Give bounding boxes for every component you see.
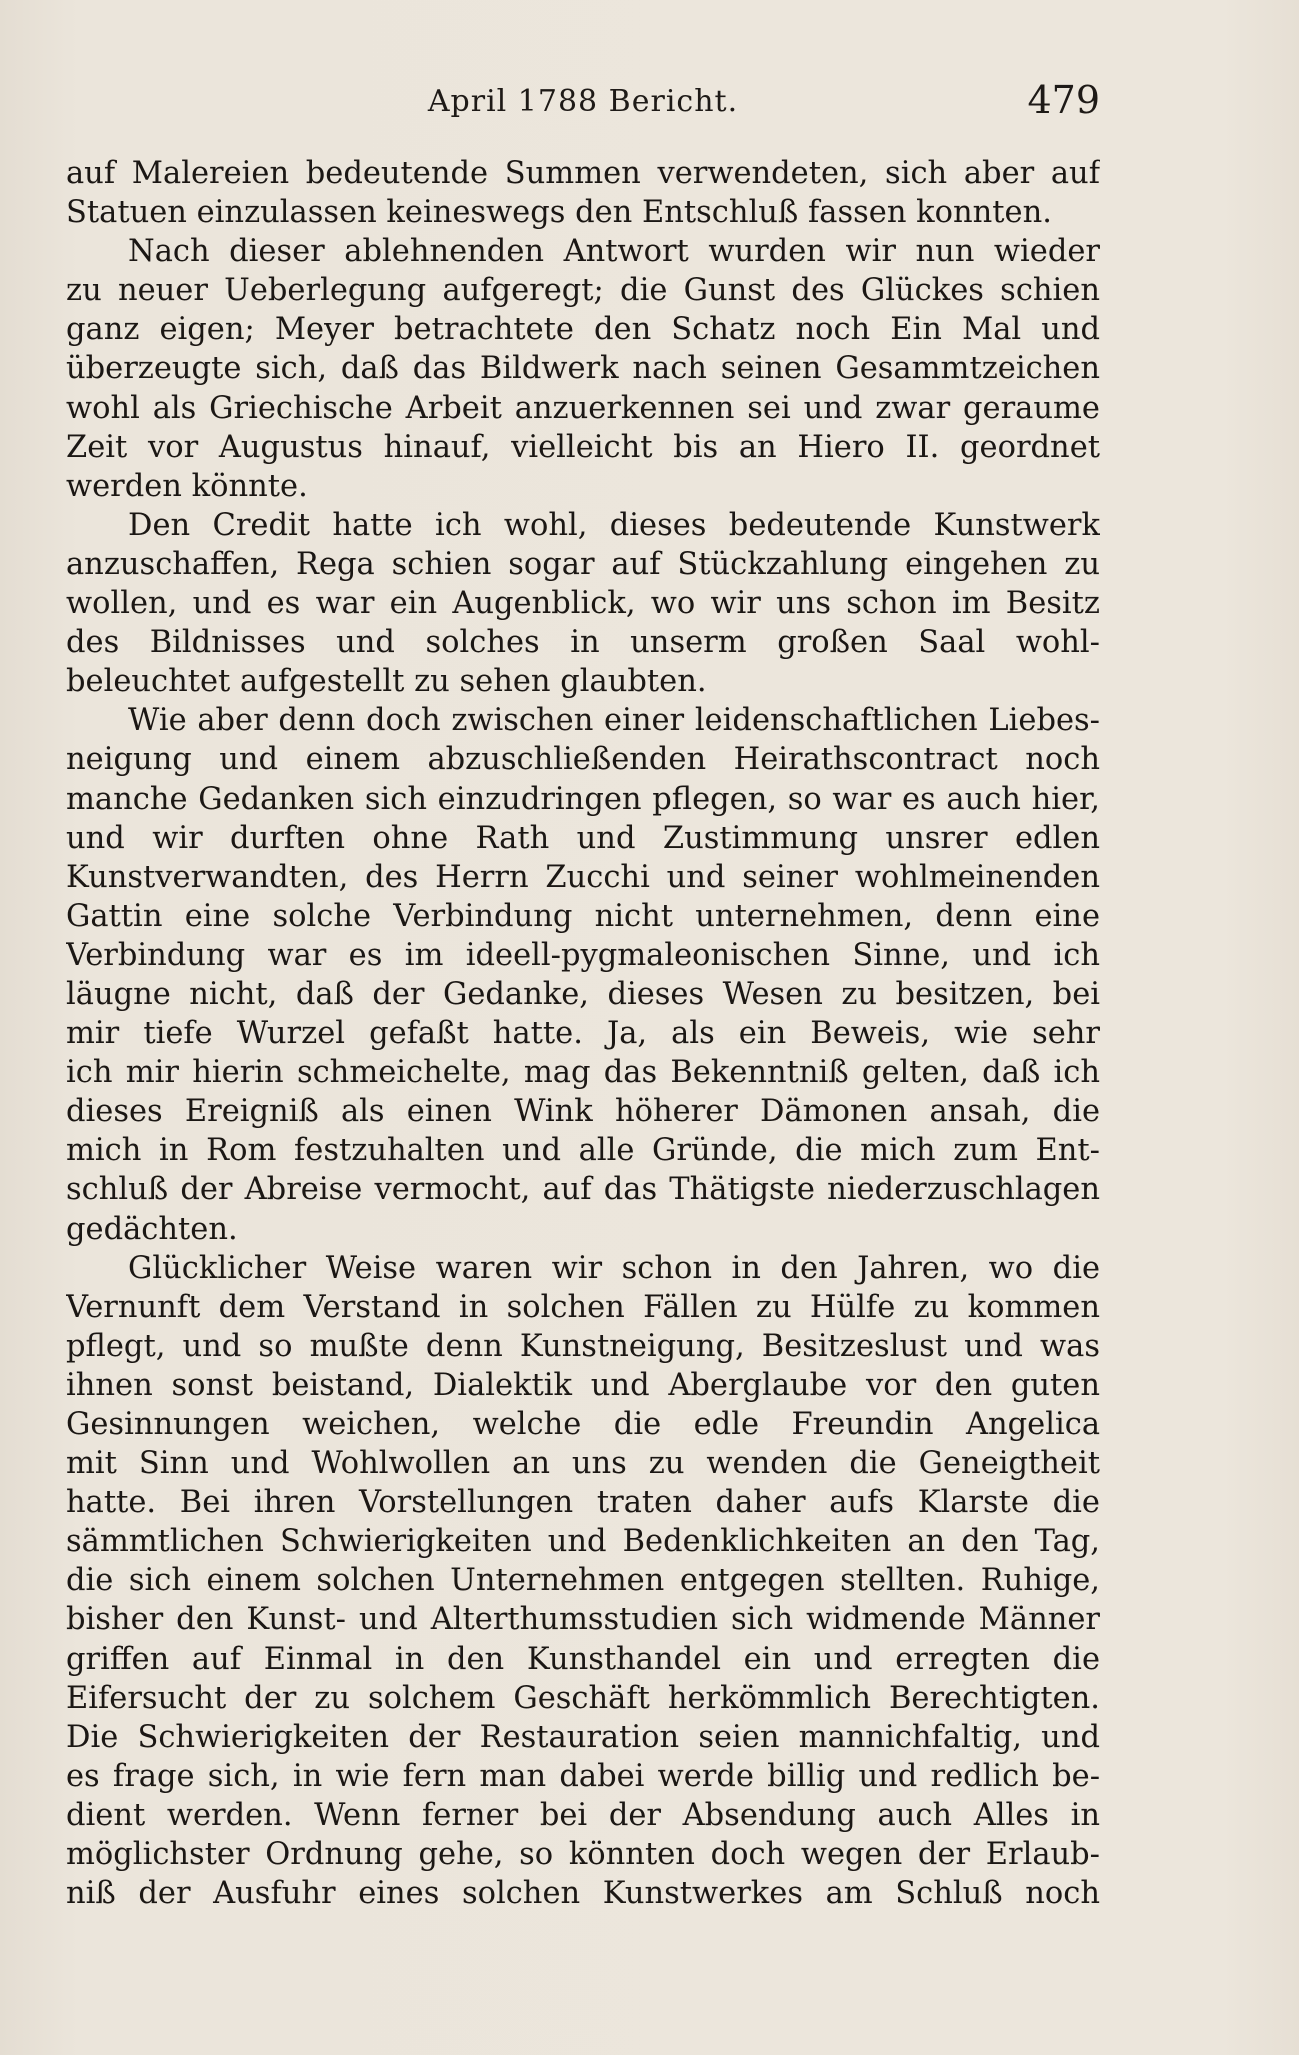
running-title: April 1788 Bericht. [427,84,739,119]
text-line: läugne nicht, daß der Gedanke, dieses Wesen zu besitzen, bei [66,976,1100,1012]
text-line: Eifersucht der zu solchem Geschäft herkömmlich Berechtigten. [66,1680,1100,1716]
text-line: des Bildnisses und solches in unserm großen Saal wohl- [66,625,1100,661]
text-line: hatte. Bei ihren Vorstellungen traten daher aufs Klarste die [66,1485,1100,1521]
text-line: ganz eigen; Meyer betrachtete den Schatz noch Ein Mal und [66,312,1100,348]
text-line: neigung und einem abzuschließenden Heirathscontract noch [66,742,1100,778]
text-line: Gattin eine solche Verbindung nicht unternehmen, denn eine [66,898,1100,934]
text-line: wohl als Griechische Arbeit anzuerkennen sei und zwar geraume [66,390,1100,426]
text-line: ihnen sonst beistand, Dialektik und Aberglaube vor den guten [66,1367,1100,1403]
text-line: es frage sich, in wie fern man dabei werde billig und redlich be- [66,1758,1100,1794]
text-line: ich mir hierin schmeichelte, mag das Bekenntniß gelten, daß ich [66,1055,1100,1091]
body-text [66,154,1100,1913]
text-line: mir tiefe Wurzel gefaßt hatte. Ja, als ein Beweis, wie sehr [66,1016,1100,1052]
text-line: und wir durften ohne Rath und Zustimmung unsrer edlen [66,820,1100,856]
text-line: griffen auf Einmal in den Kunsthandel ein und erregten die [66,1641,1100,1677]
text-line: Den Credit hatte ich wohl, dieses bedeutende Kunstwerk [128,507,1100,543]
text-line: werden könnte. [66,468,308,504]
text-line: die sich einem solchen Unternehmen entgegen stellten. Ruhige, [66,1563,1100,1599]
text-line: bisher den Kunst- und Alterthumsstudien sich widmende Männer [66,1602,1100,1638]
text-line: Wie aber denn doch zwischen einer leidenschaftlichen Liebes- [128,703,1100,739]
text-line: Nach dieser ablehnenden Antwort wurden wir nun wieder [128,234,1100,270]
text-line: pflegt, und so mußte denn Kunstneigung, Besitzeslust und was [66,1328,1100,1364]
text-line: Verbindung war es im ideell-pygmaleonischen Sinne, und ich [66,937,1100,973]
text-line: überzeugte sich, daß das Bildwerk nach seinen Gesammtzeichen [66,351,1100,387]
text-line: Gesinnungen weichen, welche die edle Freundin Angelica [66,1407,1100,1442]
text-line: manche Gedanken sich einzudringen pflegen, so war es auch hier, [66,781,1100,817]
text-line: beleuchtet aufgestellt zu sehen glaubten. [66,664,707,700]
text-line: Die Schwierigkeiten der Restauration seien mannichfaltig, und [66,1719,1100,1755]
text-line: sämmtlichen Schwierigkeiten und Bedenklichkeiten an den Tag, [66,1524,1100,1560]
text-line: Vernunft dem Verstand in solchen Fällen zu Hülfe zu kommen [66,1289,1100,1325]
text-line: mit Sinn und Wohlwollen an uns zu wenden die Geneigtheit [66,1446,1100,1482]
text-line: niß der Ausfuhr eines solchen Kunstwerkes am Schluß noch [66,1876,1100,1912]
text-line: schluß der Abreise vermocht, auf das Thätigste niederzuschlagen [66,1172,1100,1208]
text-line: dient werden. Wenn ferner bei der Absendung auch Alles in [66,1797,1100,1833]
text-line: Statuen einzulassen keineswegs den Entschluß fassen konnten. [66,195,1052,231]
text-line: Zeit vor Augustus hinauf, vielleicht bis an Hiero II. geordnet [66,429,1100,465]
text-line: möglichster Ordnung gehe, so könnten doch wegen der Erlaub- [66,1837,1100,1873]
text-line: auf Malereien bedeutende Summen verwendeten, sich aber auf [66,156,1100,191]
text-line: zu neuer Ueberlegung aufgeregt; die Gunst des Glückes schien [66,273,1100,309]
text-line: Kunstverwandten, des Herrn Zucchi und seiner wohlmeinenden [66,859,1100,895]
page-number: 479 [1027,78,1100,122]
text-line: anzuschaffen, Rega schien sogar auf Stückzahlung eingehen zu [66,546,1100,582]
text-line: wollen, und es war ein Augenblick, wo wir uns schon im Besitz [66,586,1100,622]
text-line: Glücklicher Weise waren wir schon in den Jahren, wo die [128,1250,1100,1286]
text-line: mich in Rom festzuhalten und alle Gründe, die mich zum Ent- [66,1133,1100,1169]
text-line: gedächten. [66,1211,238,1247]
text-line: dieses Ereigniß als einen Wink höherer Dämonen ansah, die [66,1094,1100,1130]
running-head [66,78,1100,128]
